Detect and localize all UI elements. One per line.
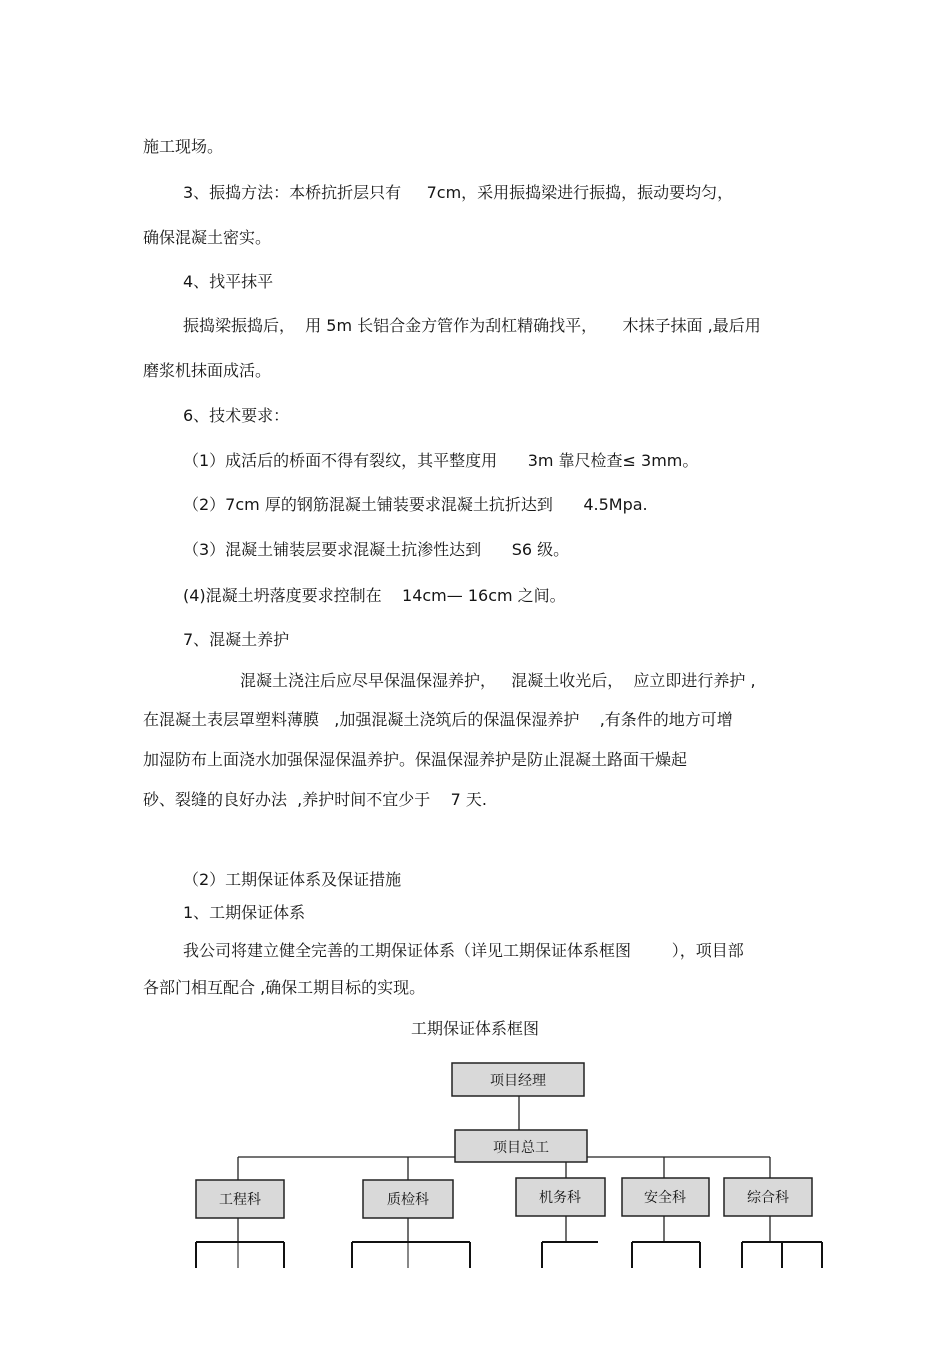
org-box-project-manager xyxy=(452,1063,584,1096)
org-box-label: 安全科 xyxy=(644,1190,686,1206)
text-line: 我公司将建立健全完善的工期保证体系（详见工期保证体系框图 ），项目部 xyxy=(183,941,744,960)
lower-branches xyxy=(196,1242,822,1268)
text-line: 加湿防布上面浇水加强保湿保温养护。保温保湿养护是防止混凝土路面干燥起 xyxy=(143,750,688,769)
org-box-label: 综合科 xyxy=(747,1190,789,1206)
text-line: 施工现场。 xyxy=(143,137,224,156)
requirement-item: （1）成活后的桥面不得有裂纹，其平整度用 3m 靠尺检查≤ 3mm。 xyxy=(183,451,699,470)
org-box-department-quality xyxy=(363,1180,453,1218)
text-line: 各部门相互配合 ,确保工期目标的实现。 xyxy=(143,978,426,997)
org-box-department-engineering xyxy=(196,1180,284,1218)
org-box-label: 项目总工 xyxy=(493,1140,549,1156)
text-line: 混凝土浇注后应尽早保温保湿养护， 混凝土收光后， 应立即进行养护 , xyxy=(240,671,756,690)
section-heading: 7、混凝土养护 xyxy=(183,630,290,649)
org-box-label: 工程科 xyxy=(219,1192,261,1208)
connector-lines xyxy=(238,1096,770,1242)
section-heading: （2）工期保证体系及保证措施 xyxy=(183,870,402,889)
section-heading: 6、技术要求： xyxy=(183,406,290,425)
org-box-department-general xyxy=(724,1178,812,1216)
text-line: 磨浆机抹面成活。 xyxy=(143,361,272,380)
requirement-item: （2）7cm 厚的钢筋混凝土铺装要求混凝土抗折达到 4.5Mpa. xyxy=(183,495,648,514)
org-box-chief-engineer xyxy=(455,1130,587,1162)
org-box-label: 质检科 xyxy=(387,1192,429,1208)
org-box-department-machinery xyxy=(516,1178,605,1216)
text-line: 振捣梁振捣后， 用 5m 长铝合金方管作为刮杠精确找平， 木抹子抹面 ,最后用 xyxy=(183,316,761,335)
text-line: 在混凝土表层罩塑料薄膜 ,加强混凝土浇筑后的保温保湿养护 ,有条件的地方可增 xyxy=(143,710,733,729)
org-box-label: 项目经理 xyxy=(490,1073,546,1089)
text-line: 砂、裂缝的良好办法 ,养护时间不宜少于 7 天. xyxy=(143,790,487,809)
section-heading: 4、找平抹平 xyxy=(183,272,274,291)
text-line: 确保混凝土密实。 xyxy=(143,228,272,247)
org-box-department-safety xyxy=(622,1178,709,1216)
requirement-item: (4)混凝土坍落度要求控制在 14cm— 16cm 之间。 xyxy=(183,586,566,605)
requirement-item: （3）混凝土铺装层要求混凝土抗渗性达到 S6 级。 xyxy=(183,540,570,559)
org-box-label: 机务科 xyxy=(539,1190,581,1206)
chart-title: 工期保证体系框图 xyxy=(410,1019,539,1038)
section-heading: 1、工期保证体系 xyxy=(183,903,306,922)
text-line: 3、振捣方法：本桥抗折层只有 7cm，采用振捣梁进行振捣，振动要均匀， xyxy=(183,183,734,202)
